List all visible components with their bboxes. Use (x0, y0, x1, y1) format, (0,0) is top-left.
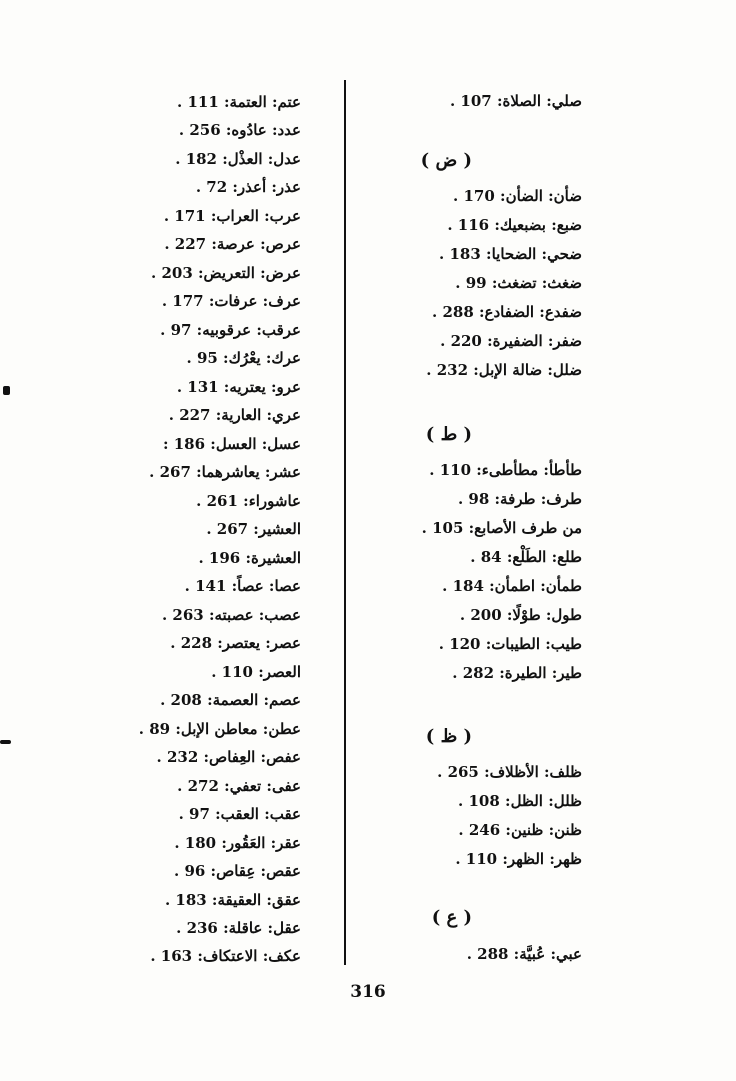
index-entry: عرقب: عرقوبيه: 97 . (160, 321, 301, 339)
index-entry: ضغث: تضغث: 99 . (455, 274, 582, 292)
letter-header-ain: ( ع ) (431, 907, 472, 928)
column-divider (344, 80, 346, 965)
index-entry: عرض: التعريض: 203 . (151, 264, 301, 282)
index-entry: عقل: عاقلة: 236 . (176, 919, 301, 937)
index-entry: عرو: يعتريه: 131 . (176, 378, 301, 396)
index-entry: عكف: الاعتكاف: 163 . (150, 947, 301, 965)
index-entry: ظلل: الظل: 108 . (458, 792, 582, 810)
letter-header-dad: ( ض ) (420, 150, 472, 171)
index-entry: عفى: تعفي: 272 . (177, 777, 301, 795)
index-entry: عري: العارية: 227 . (168, 406, 301, 424)
index-entry: ضأن: الضأن: 170 . (453, 187, 582, 205)
index-entry: طمأن: اطمأن: 184 . (442, 577, 582, 595)
index-entry: طيب: الطيبات: 120 . (438, 635, 582, 653)
index-entry: عفص: العِفاص: 232 . (156, 748, 301, 766)
index-entry: ضبع: بضبعيك: 116 . (447, 216, 582, 234)
index-entry: ضفدع: الضفادع: 288 . (432, 303, 582, 321)
letter-header-ta: ( ط ) (425, 424, 472, 445)
index-entry: عقب: العقب: 97 . (178, 805, 301, 823)
index-entry: عشر: يعاشرهما: 267 . (149, 463, 301, 481)
index-entry: طول: طوْلًا: 200 . (459, 606, 582, 624)
index-entry: عقق: العقيقة: 183 . (164, 891, 301, 909)
index-entry: طرف: طرفة: 98 . (457, 490, 582, 508)
index-entry: عسل: العسل: 186 : (162, 435, 301, 453)
index-entry: طأطأ: مطأطىء: 110 . (429, 461, 582, 479)
letter-header-za: ( ظ ) (425, 726, 472, 747)
index-entry: عتم: العتمة: 111 . (177, 93, 301, 111)
index-entry: عرك: يعْرُك: 95 . (186, 349, 301, 367)
index-entry: ظهر: الظهر: 110 . (455, 850, 582, 868)
index-entry: عطن: معاطن الإبل: 89 . (138, 720, 301, 738)
index-entry: عرص: عرصة: 227 . (164, 235, 301, 253)
margin-scan-mark (3, 386, 10, 395)
margin-scan-mark (0, 740, 11, 744)
index-entry: طير: الطيرة: 282 . (452, 664, 582, 682)
index-entry: ضلل: ضالة الإبل: 232 . (426, 361, 582, 379)
index-entry: ظلف: الأظلاف: 265 . (437, 763, 582, 781)
index-entry: عصم: العصمة: 208 . (160, 691, 301, 709)
index-entry: ضحي: الضحايا: 183 . (439, 245, 582, 263)
index-entry: العشير: 267 . (206, 520, 301, 538)
index-entry: عقر: العَقُور: 180 . (174, 834, 301, 852)
index-entry: العصر: 110 . (211, 663, 301, 681)
index-entry: صلي: الصلاة: 107 . (449, 92, 582, 110)
index-entry: عصر: يعتصر: 228 . (170, 634, 301, 652)
index-entry: العشيرة: 196 . (198, 549, 301, 567)
index-entry: عاشوراء: 261 . (196, 492, 301, 510)
index-entry: من طرف الأصابع: 105 . (421, 519, 582, 537)
index-entry: عرب: العراب: 171 . (163, 207, 301, 225)
index-entry: عقص: عِقاص: 96 . (173, 862, 301, 880)
index-entry: عصب: عصبته: 263 . (161, 606, 301, 624)
index-entry: عدد: عادُوه: 256 . (178, 121, 301, 139)
index-entry: عبي: عُبيَّة: 288 . (466, 945, 582, 963)
index-entry: عرف: عرفات: 177 . (161, 292, 301, 310)
page-number: 316 (350, 982, 386, 1002)
index-entry: ضفر: الضفيرة: 220 . (440, 332, 582, 350)
index-entry: عذر: أعذر: 72 . (195, 178, 301, 196)
index-entry: ظنن: ظنين: 246 . (458, 821, 582, 839)
index-entry: عصا: عصاً: 141 . (184, 577, 301, 595)
index-entry: عدل: العذْل: 182 . (175, 150, 301, 168)
index-entry: طلع: الطَلْع: 84 . (470, 548, 582, 566)
